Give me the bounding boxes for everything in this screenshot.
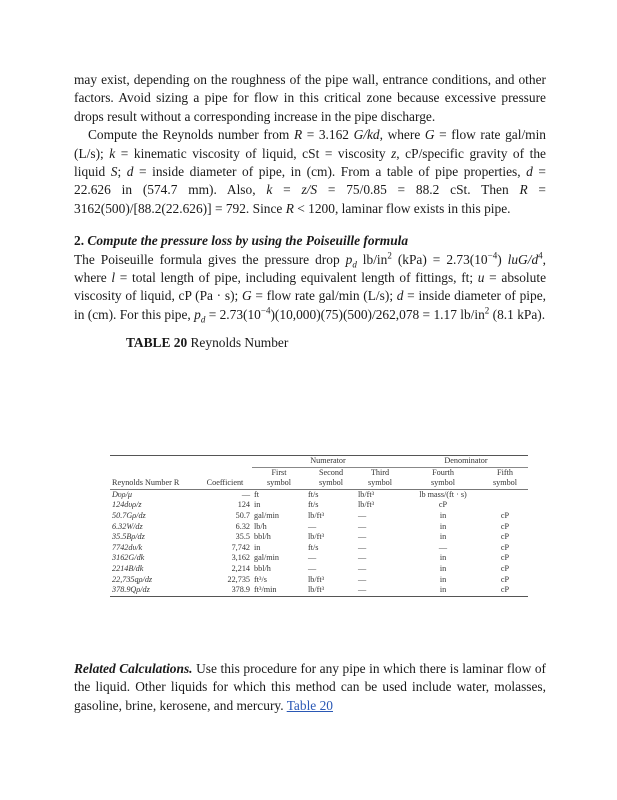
table-row (110, 585, 528, 596)
table-cell: 22,735qρ/dz (112, 574, 153, 584)
col-header-fourth-symbol: Fourth symbol (404, 467, 482, 489)
table-cell: cP (500, 553, 510, 563)
table-row (110, 489, 528, 500)
table-cell: ft (254, 489, 260, 499)
denominator-group-header: Denominator (404, 456, 528, 468)
table-cell: cP (500, 532, 510, 542)
step-2-heading (74, 232, 546, 250)
table-cell: ft/s (308, 500, 319, 510)
table-cell: — (358, 532, 367, 542)
col-header-third-symbol: Third symbol (356, 467, 404, 489)
table-caption-title: Reynolds Number (190, 335, 289, 351)
table-cell: lb/h (254, 521, 267, 531)
col-header-first-symbol: First symbol (252, 467, 306, 489)
table-cell: — (358, 563, 367, 573)
table-cell: 6.32W/dz (112, 521, 143, 531)
table-row (110, 564, 528, 575)
table-cell: — (308, 521, 317, 531)
table-cell: 3,162 (231, 553, 250, 563)
table-cell: — (438, 542, 448, 552)
table-cell: lb/ft³ (308, 574, 325, 584)
step-title: Compute the pressure loss by using the Poiseuille formula (87, 233, 409, 249)
table-cell: — (241, 489, 250, 499)
table-cell: — (358, 521, 367, 531)
table-cell: gal/min (254, 510, 280, 520)
table-cell: in (439, 574, 447, 584)
paragraph-poiseuille: The Poiseuille formula gives the pressure drop $p_d$ $lb/in^2$ $(kPa) = 2.73(10^{-4})$ luG/$d^4$, where l = total length of pipe, including equivalent length of fittings, ft; u = absolute viscosity of liquid, cP (Pa · s); G = flow rate gal/min (L/s); d = inside diameter of pipe, in (cm). For this pipe, $p_d = 2.73(10^{-4})(10,000)(75)(500)/262,078 = 1.17$ $lb/in^2$ (8.1 kPa). (74, 250, 547, 325)
table-cell: 6.32 (235, 521, 250, 531)
table-row (110, 575, 528, 586)
table-row (110, 500, 528, 511)
table-cell: 22,735 (227, 574, 250, 584)
table-cell: bbl/h (254, 532, 271, 542)
related-paragraph (74, 660, 546, 715)
table-cell: cP (500, 510, 510, 520)
table-cell: in (404, 585, 482, 596)
table-row (110, 522, 528, 533)
table-cell: gal/min (254, 553, 280, 563)
col-header-second-symbol: Second symbol (306, 467, 356, 489)
table-row (110, 543, 528, 554)
table-cell: lb/ft³ (308, 510, 325, 520)
table-group-header-row (110, 456, 528, 468)
table-body (110, 489, 528, 596)
table-cell: lb/ft³ (358, 489, 375, 499)
table-cell: 7,742 (231, 542, 250, 552)
table-cell: lb/ft³ (308, 532, 325, 542)
table-cell: — (358, 542, 367, 552)
table-cell: ft/s (308, 542, 319, 552)
table-cell: cP (500, 563, 510, 573)
table-cell: — (358, 553, 367, 563)
table-cell: 2,214 (231, 563, 250, 573)
table-cell: 124dυρ/z (112, 500, 142, 510)
table-cell: ft/s (308, 489, 319, 499)
table-cell: — (358, 574, 367, 584)
reynolds-number-table (110, 455, 528, 597)
table-cell: cP (438, 500, 448, 510)
table-cell: — (308, 553, 317, 563)
table-cell: cP (500, 521, 510, 531)
table-cell: lb/ft³ (306, 585, 356, 596)
table-20-link[interactable]: Table 20 (286, 697, 333, 713)
table-caption (126, 334, 546, 352)
table-cell: 3162G/dk (112, 553, 145, 563)
table-cell (482, 500, 528, 511)
table-cell: bbl/h (254, 563, 271, 573)
table-cell: ft³/min (252, 585, 306, 596)
reynolds-table-container (110, 455, 528, 597)
numerator-group-header: Numerator (252, 456, 404, 468)
table-caption-label: TABLE 20 (126, 335, 188, 351)
table-cell: cP (500, 574, 510, 584)
table-cell: — (308, 563, 317, 573)
table-cell: in (439, 563, 447, 573)
table-cell: 50.7Gρ/dz (112, 510, 146, 520)
table-cell: lb/ft³ (358, 500, 375, 510)
col-header-reynolds: Reynolds Number R (110, 467, 198, 489)
table-cell: in (439, 521, 447, 531)
table-cell: in (254, 542, 261, 552)
table-cell: 35.5 (235, 532, 250, 542)
table-cell: 7742dυ/k (112, 542, 143, 552)
table-cell: in (439, 510, 447, 520)
table-cell: in (254, 500, 261, 510)
table-cell: 50.7 (235, 510, 250, 520)
page-body (74, 71, 546, 352)
table-cell: in (439, 553, 447, 563)
table-column-header-row (110, 467, 528, 489)
related-text: Use this procedure for any pipe in which there is laminar flow of the liquid. Other liquids for which this method can be used include water, molasses, gasoline, brine, kerosene, and mercury. (74, 661, 546, 713)
table-cell: 378.9Qρ/dz (110, 585, 198, 596)
table-row (110, 553, 528, 564)
table-cell (482, 489, 528, 500)
table-cell: 2214B/dk (112, 563, 144, 573)
col-header-fifth-symbol: Fifth symbol (482, 467, 528, 489)
step-number: 2. (74, 233, 85, 249)
related-calculations (74, 660, 546, 715)
col-header-coefficient: Coefficient (198, 467, 252, 489)
table-cell: ft³/s (254, 574, 267, 584)
table-cell: cP (482, 585, 528, 596)
related-lead: Related Calculations. (74, 661, 193, 676)
table-cell: cP (500, 542, 510, 552)
table-cell: 378.9 (198, 585, 252, 596)
table-cell: 35.5Bρ/dz (112, 532, 145, 542)
table-cell: — (356, 585, 404, 596)
table-cell: — (358, 510, 367, 520)
paragraph-intro: may exist, depending on the roughness of the pipe wall, entrance conditions, and other factors. Avoid sizing a pipe for flow in this critical zone because excessive pressure drops result without a corresponding increase in the pipe discharge. (74, 72, 546, 124)
table-row (110, 532, 528, 543)
table-cell: Dυρ/μ (112, 489, 132, 499)
table-cell: 124 (237, 500, 250, 510)
paragraph-reynolds: Compute the Reynolds number from R = 3.162 G/kd, where G = flow rate gal/min (L/s); k = kinematic viscosity of liquid, cSt = viscosity z, cP/specific gravity of the liquid S; d = inside diameter of pipe, in (cm). From a table of pipe properties, d = 22.626 in (574.7 mm). Also, k = z/S = 75/0.85 = 88.2 cSt. Then R = 3162(500)/[88.2(22.626)] = 792. Since R < 1200, laminar flow exists in this pipe. (74, 127, 546, 216)
table-row (110, 511, 528, 522)
table-cell: lb mass/(ft · s) (419, 489, 467, 499)
table-cell: in (439, 532, 447, 542)
